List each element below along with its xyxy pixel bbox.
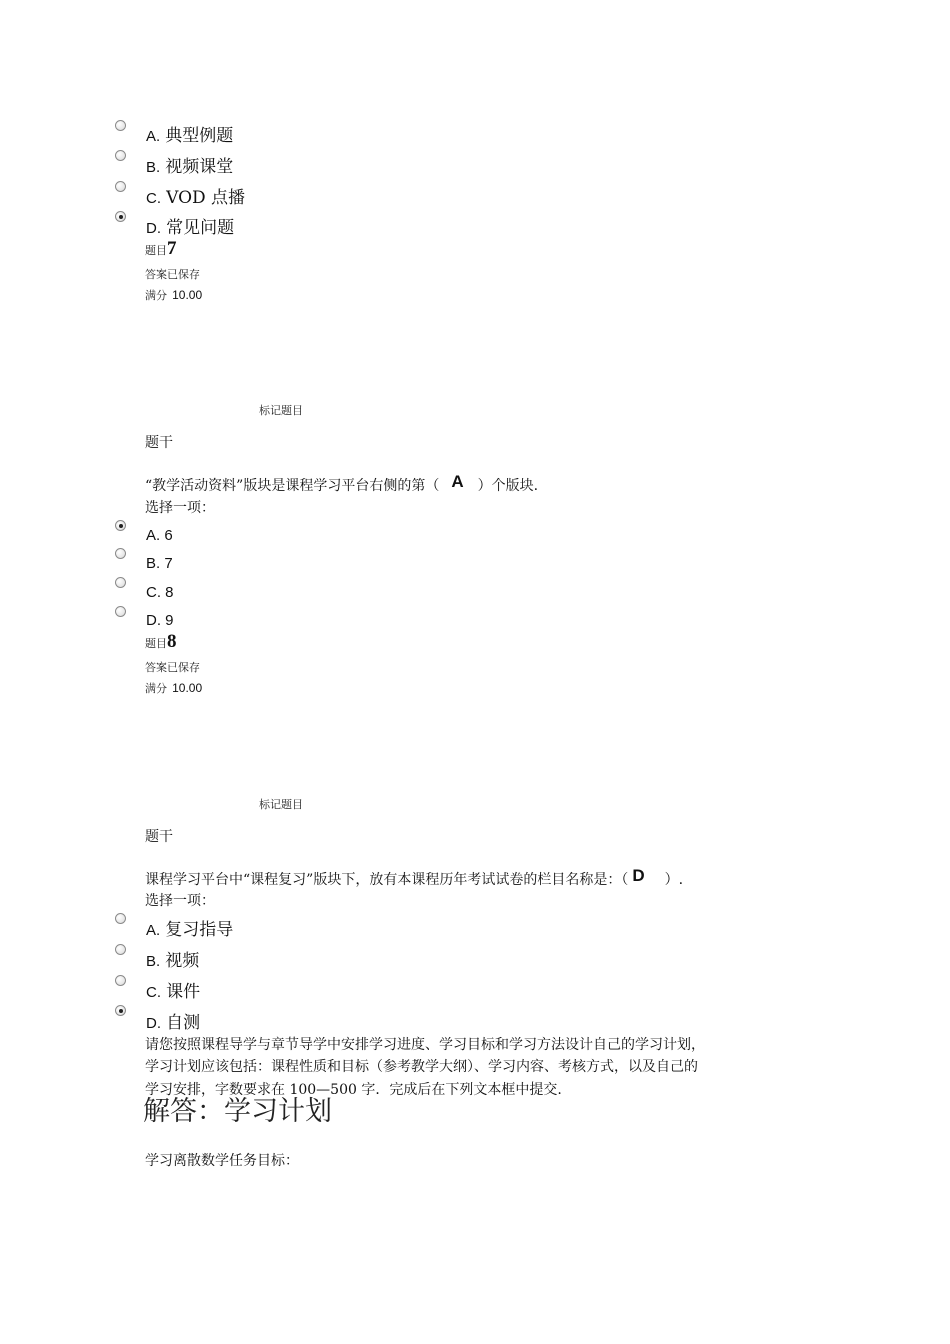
- choose-one-label: 选择一项：: [145, 500, 215, 516]
- option-q8-c[interactable]: C. 课件: [146, 982, 201, 1002]
- option-q6-c[interactable]: C. VOD 点播: [146, 188, 246, 208]
- task-line-3: 学习安排，字数要求在 100—500 字．完成后在下列文本框中提交.: [145, 1082, 562, 1098]
- task-subheading: 学习离散数学任务目标：: [145, 1153, 299, 1169]
- flag-question-link[interactable]: 标记题目: [259, 404, 303, 417]
- radio-q6-d[interactable]: [115, 211, 126, 222]
- option-q7-b[interactable]: B. 7: [146, 555, 173, 572]
- option-q7-c[interactable]: C. 8: [146, 584, 174, 601]
- score-info: 满分 10.00: [145, 288, 203, 302]
- stem-label: 题干: [145, 435, 173, 451]
- option-q6-a[interactable]: A. 典型例题: [146, 126, 234, 146]
- question-text: 课程学习平台中“课程复习”版块下，放有本课程历年考试试卷的栏目名称是：（ D ）.: [145, 866, 684, 888]
- option-q8-d[interactable]: D. 自测: [146, 1013, 201, 1033]
- option-q7-d[interactable]: D. 9: [146, 612, 174, 629]
- radio-q6-c[interactable]: [115, 181, 126, 192]
- radio-q8-b[interactable]: [115, 944, 126, 955]
- save-status: 答案已保存: [145, 661, 200, 674]
- question-header-8: 题目8: [145, 631, 177, 652]
- radio-q7-a[interactable]: [115, 520, 126, 531]
- question-text: “教学活动资料”版块是课程学习平台右侧的第（ A ）个版块.: [145, 472, 539, 494]
- option-q6-d[interactable]: D. 常见问题: [146, 218, 235, 238]
- answer-mark: A: [451, 472, 464, 491]
- option-q6-b[interactable]: B. 视频课堂: [146, 157, 234, 177]
- answer-heading: 解答：学习计划: [143, 1096, 332, 1127]
- stem-label: 题干: [145, 829, 173, 845]
- question-header-7: 题目7: [145, 238, 177, 259]
- radio-q8-a[interactable]: [115, 913, 126, 924]
- radio-q6-b[interactable]: [115, 150, 126, 161]
- choose-one-label: 选择一项：: [145, 893, 215, 909]
- radio-q8-c[interactable]: [115, 975, 126, 986]
- option-q8-a[interactable]: A. 复习指导: [146, 920, 234, 940]
- save-status: 答案已保存: [145, 268, 200, 281]
- score-info: 满分 10.00: [145, 681, 203, 695]
- option-q8-b[interactable]: B. 视频: [146, 951, 200, 971]
- answer-mark: D: [632, 866, 645, 885]
- radio-q6-a[interactable]: [115, 120, 126, 131]
- radio-q7-b[interactable]: [115, 548, 126, 559]
- option-q7-a[interactable]: A. 6: [146, 527, 173, 544]
- radio-q7-d[interactable]: [115, 606, 126, 617]
- task-line-1: 请您按照课程导学与章节导学中安排学习进度、学习目标和学习方法设计自己的学习计划，: [145, 1037, 705, 1053]
- radio-q8-d[interactable]: [115, 1005, 126, 1016]
- task-line-2: 学习计划应该包括：课程性质和目标（参考教学大纲）、学习内容、考核方式，以及自己的: [145, 1059, 698, 1075]
- flag-question-link[interactable]: 标记题目: [259, 798, 303, 811]
- radio-q7-c[interactable]: [115, 577, 126, 588]
